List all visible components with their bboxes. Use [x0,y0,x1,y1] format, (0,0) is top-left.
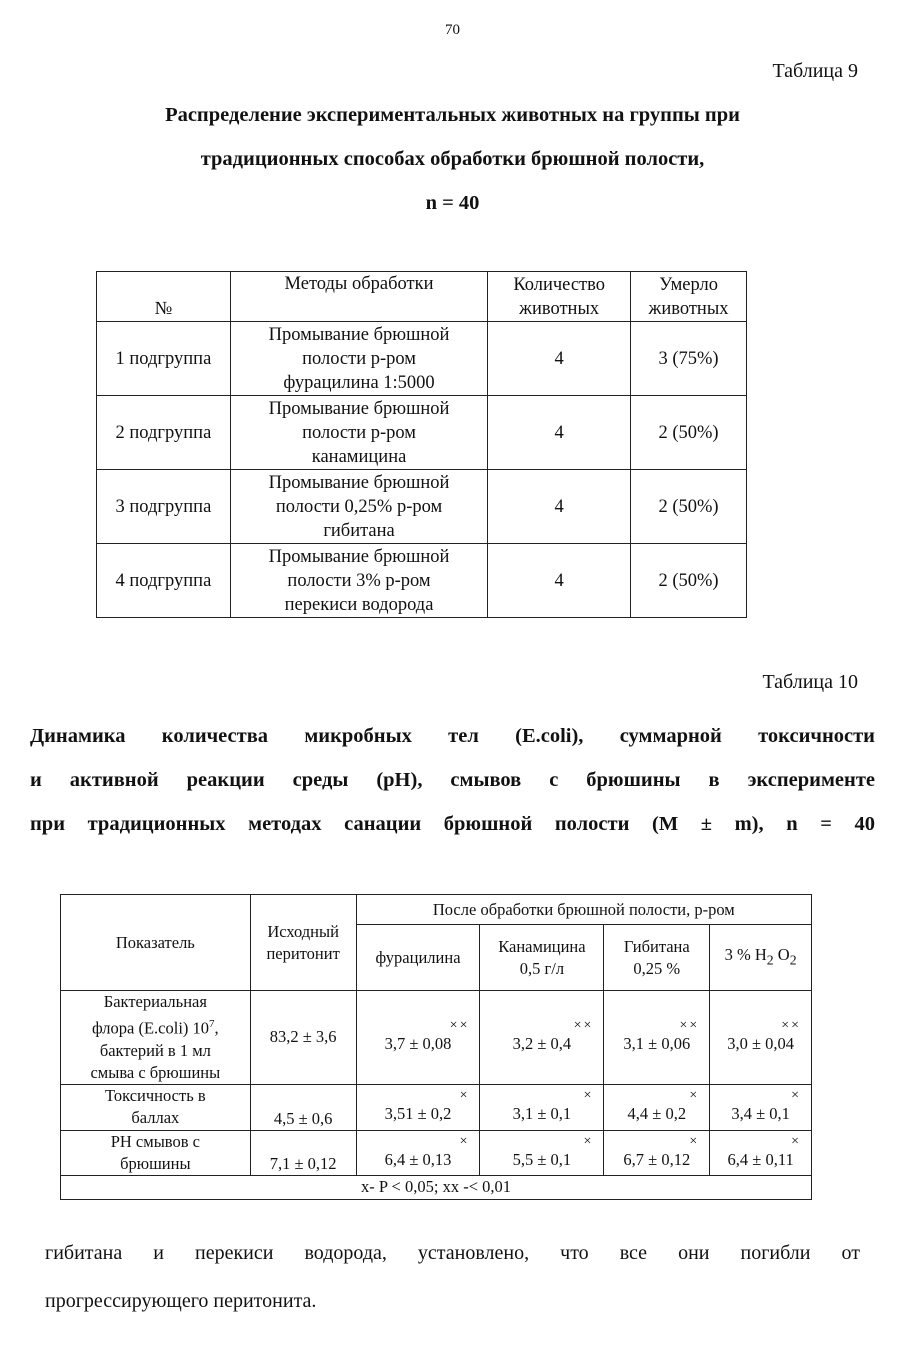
count-cell: 4 [488,322,631,396]
indicator-cell: Бактериальная флора (E.coli) $10^7$, бактерий в 1 мл смыва с брюшины [61,991,251,1085]
value-cell: × 5,5 ± 0,1 [480,1130,604,1175]
page-number: 70 [445,22,460,38]
died-cell: 3 (75%) [631,322,747,396]
table10-header-indicator: Показатель [61,895,251,991]
value-cell: ×× 3,7 ± 0,08 [356,991,480,1085]
died-cell: 2 (50%) [631,544,747,618]
value-cell: × 3,4 ± 0,1 [710,1084,812,1130]
table10-title-line: при традиционных методах санации брюшной полости (М ± m), n = 40 [30,813,875,835]
body-text-line: гибитана и перекиси водорода, установлено, что все они погибли от [45,1242,860,1264]
table10-label: Таблица 10 [762,671,858,693]
value-cell: × 3,1 ± 0,1 [480,1084,604,1130]
value-cell: × 6,4 ± 0,13 [356,1130,480,1175]
initial-cell: 83,2 ± 3,6 [250,991,356,1085]
group-cell: 4 подгруппа [97,544,231,618]
table9-header-died: Умерло животных [631,272,747,322]
died-cell: 2 (50%) [631,470,747,544]
value-cell: × 6,7 ± 0,12 [604,1130,710,1175]
value-cell: × 3,51 ± 0,2 [356,1084,480,1130]
group-cell: 1 подгруппа [97,322,231,396]
count-cell: 4 [488,544,631,618]
group-cell: 3 подгруппа [97,470,231,544]
table9-title-line: n = 40 [425,192,480,214]
table9-title [20,93,885,225]
table-row [61,1084,812,1130]
table9-label: Таблица 9 [772,60,858,82]
died-cell: 2 (50%) [631,396,747,470]
table-row [61,991,812,1085]
table9-title-line: традиционных способах обработки брюшной полости, [200,148,705,170]
table10-title-line: Динамика количества микробных тел (E.coli), суммарной токсичности [30,725,875,747]
initial-cell: 7,1 ± 0,12 [250,1130,356,1175]
table9-header-num: № [97,272,231,322]
value-cell: × 6,4 ± 0,11 [710,1130,812,1175]
table10-header-furacilin: фурацилина [356,925,480,991]
indicator-cell: РН смывов с брюшины [61,1130,251,1175]
group-cell: 2 подгруппа [97,396,231,470]
value-cell: ×× 3,1 ± 0,06 [604,991,710,1085]
table10-title [30,714,875,846]
method-cell: Промывание брюшной полости 3% р-ром перекиси водорода [230,544,487,618]
indicator-cell: Токсичность в баллах [61,1084,251,1130]
table9 [96,271,747,618]
method-cell: Промывание брюшной полости 0,25% р-ром гибитана [230,470,487,544]
value-cell: ×× 3,2 ± 0,4 [480,991,604,1085]
method-cell: Промывание брюшной полости р-ром канамицина [230,396,487,470]
table10-header-h2o2: 3 % $H_2$ $O_2$ [710,925,812,991]
count-cell: 4 [488,396,631,470]
body-text [45,1229,860,1325]
table9-header-method: Методы обработки [230,272,487,322]
table10-title-line: и активной реакции среды (рН), смывов с брюшины в эксперименте [30,769,875,791]
value-cell: × 4,4 ± 0,2 [604,1084,710,1130]
table-row [97,396,747,470]
table10-header-kanamycin: Канамицина 0,5 г/л [480,925,604,991]
body-text-line: прогрессирующего перитонита. [45,1290,317,1312]
table10-footnote: х- P < 0,05; хх -< 0,01 [61,1175,812,1199]
table9-title-line: Распределение экспериментальных животных на группы при [165,104,740,126]
table-row [61,1130,812,1175]
table10-header-initial: Исходный перитонит [250,895,356,991]
table10-header-gibitan: Гибитана 0,25 % [604,925,710,991]
table9-header-count: Количество животных [488,272,631,322]
table-row [97,544,747,618]
method-cell: Промывание брюшной полости р-ром фурацилина 1:5000 [230,322,487,396]
table10-header-after: После обработки брюшной полости, р-ром [356,895,811,925]
count-cell: 4 [488,470,631,544]
table-row [97,470,747,544]
value-cell: ×× 3,0 ± 0,04 [710,991,812,1085]
initial-cell: 4,5 ± 0,6 [250,1084,356,1130]
table-row [97,322,747,396]
table10 [60,894,812,1200]
